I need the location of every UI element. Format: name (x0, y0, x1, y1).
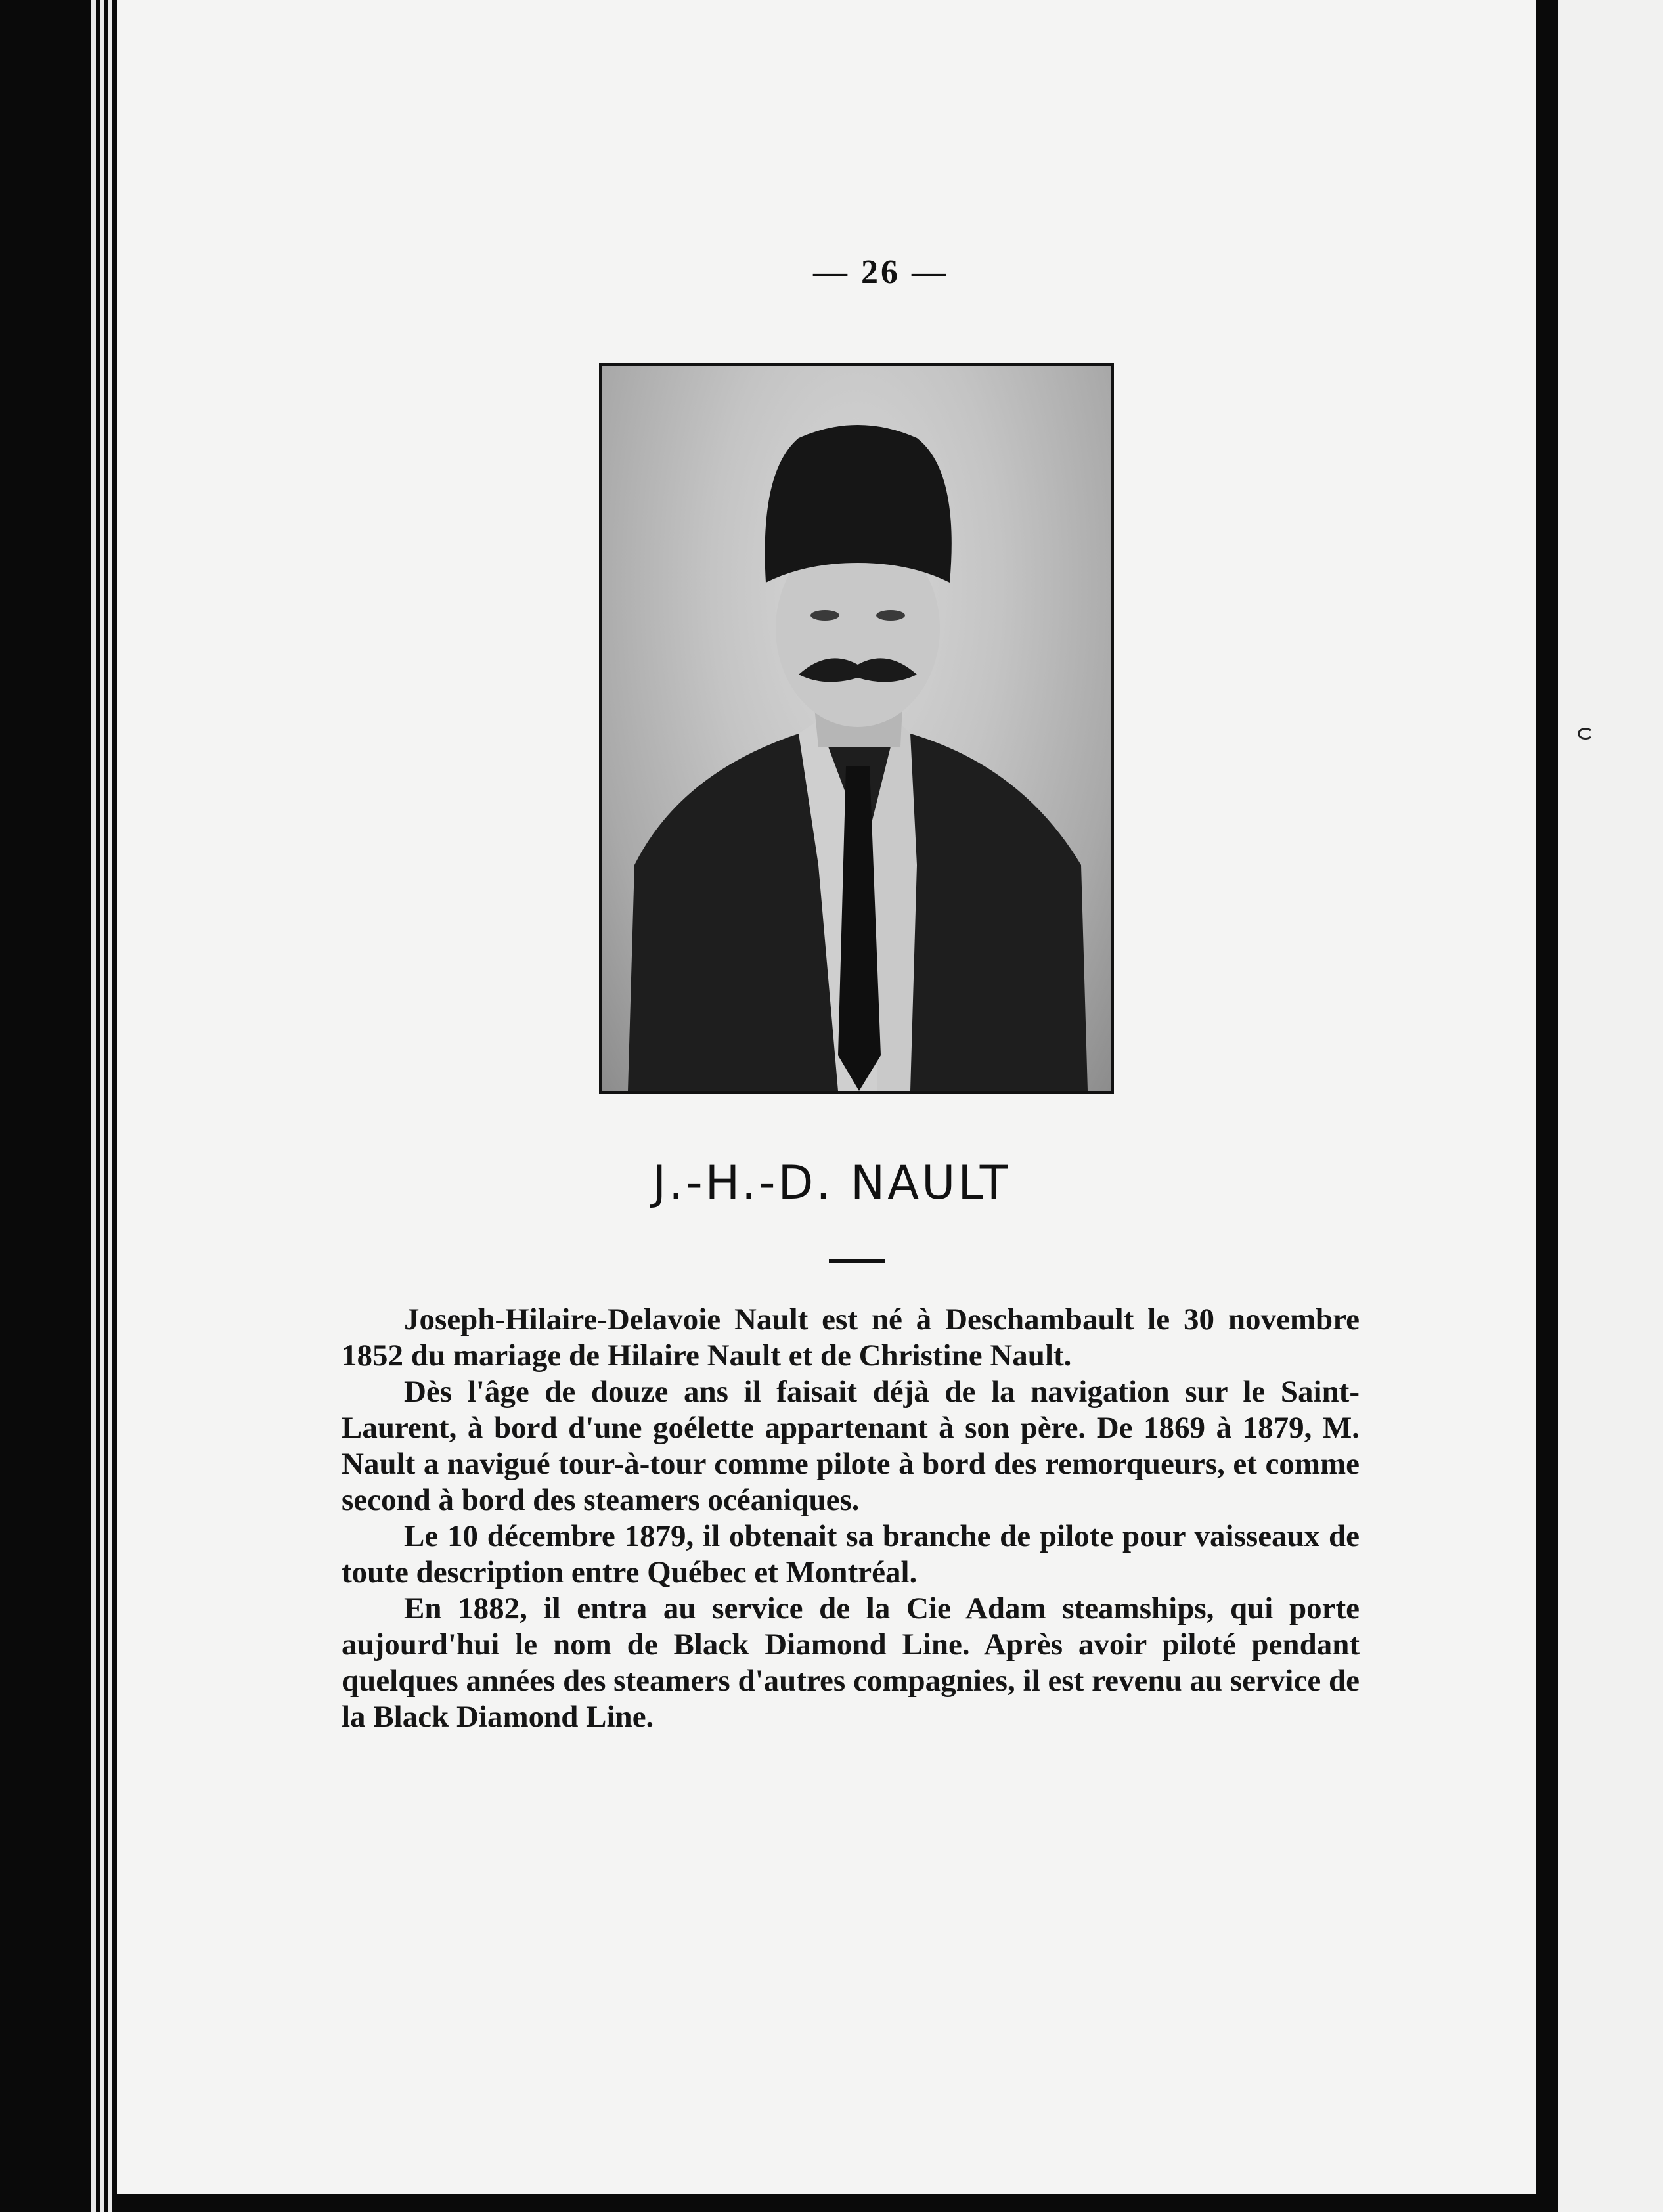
adjacent-page (1558, 0, 1663, 2212)
stray-mark (1578, 728, 1593, 740)
biography-paragraph: Joseph-Hilaire-Delavoie Nault est né à Deschambault le 30 novembre 1852 du mariage de Hilaire Nault et de Christine Nault. (342, 1302, 1360, 1373)
biography-paragraph: Dès l'âge de douze ans il faisait déjà de la navigation sur le Saint-Laurent, à bord d'une goélette appartenant à son père. De 1869 à 1879, M. Nault a navigué tour-à-tour comme pilote à bord des remorqueurs, et comme second à bord des steamers océaniques. (342, 1375, 1360, 1517)
page-edge (91, 0, 96, 2212)
book-spine (1538, 0, 1558, 2212)
page-edge (108, 0, 112, 2212)
portrait-photo (599, 363, 1114, 1094)
page-edge (100, 0, 104, 2212)
biography-text (342, 1302, 1360, 1735)
biography-paragraph: Le 10 décembre 1879, il obtenait sa branche de pilote pour vaisseaux de toute description entre Québec et Montréal. (342, 1519, 1360, 1589)
page-number: — 26 — (813, 254, 948, 291)
biography-paragraph: En 1882, il entra au service de la Cie Adam steamships, qui porte aujourd'hui le nom de Black Diamond Line. Après avoir piloté pendant quelques années des steamers d'autres compagnies, il est revenu au service de la Black Diamond Line. (342, 1591, 1360, 1734)
person-name-heading: J.-H.-D. NAULT (652, 1156, 1011, 1210)
book-page (117, 0, 1536, 2194)
title-separator (829, 1259, 885, 1263)
portrait-illustration (602, 366, 1111, 1091)
